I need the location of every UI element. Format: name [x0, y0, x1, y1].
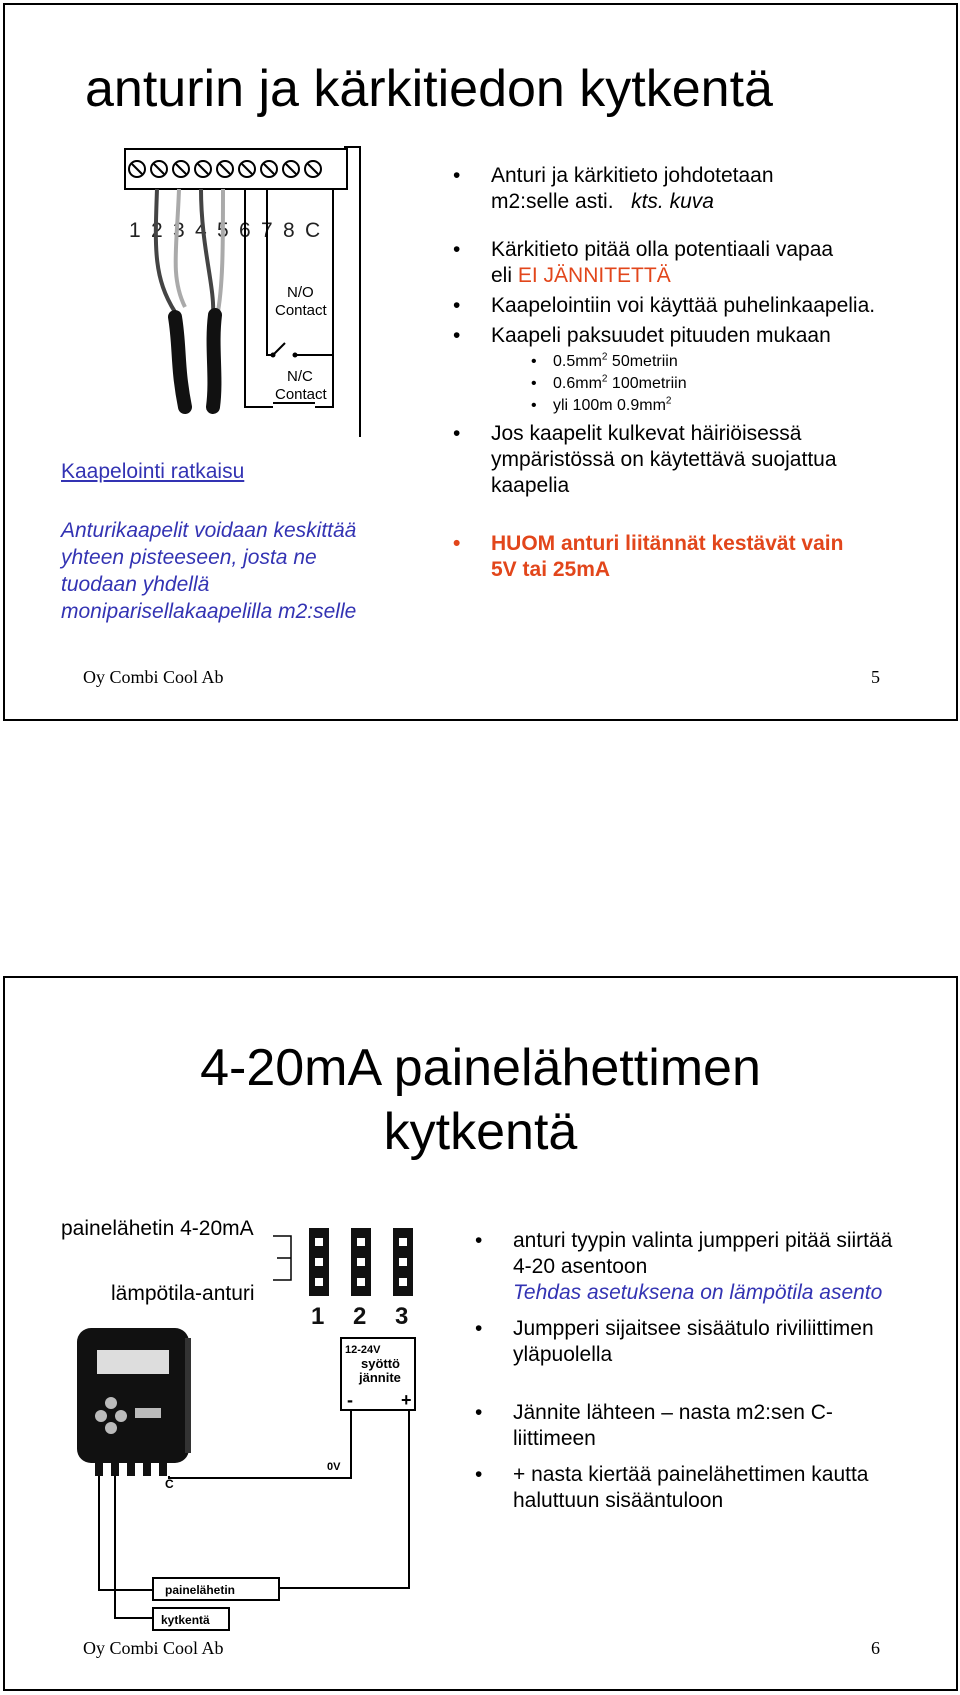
superscript: 2	[601, 373, 608, 385]
jumper-diagram	[273, 1228, 423, 1328]
jumper-number: 2	[353, 1303, 367, 1328]
sub-bullet-item	[531, 373, 923, 395]
terminal-number: 5	[217, 219, 229, 242]
terminal-number: C	[305, 219, 321, 242]
terminal-wiring-diagram	[105, 137, 400, 437]
page-number: 5	[871, 667, 880, 687]
bullet-item	[475, 1228, 895, 1306]
bullet-text: Kaapeli paksuudet pituuden mukaan	[491, 324, 831, 347]
sub-bullet-text: 50metriin	[611, 353, 678, 370]
bullet-item	[453, 323, 923, 417]
transmitter-label: painelähetin 4-20mA	[61, 1217, 254, 1240]
supply-label: jännite	[359, 1370, 401, 1385]
bullet-item	[475, 1316, 895, 1368]
connection-box-label: kytkentä	[161, 1613, 210, 1627]
bullet-text: HUOM anturi liitännät kestävät vain	[491, 532, 844, 555]
minus-label: -	[347, 1390, 353, 1410]
terminal-number: 1	[129, 219, 141, 242]
jumper-number: 1	[311, 1303, 325, 1328]
bullet-text: eli	[491, 264, 513, 287]
footer-company: Oy Combi Cool Ab	[83, 667, 224, 687]
terminal-number: 3	[173, 219, 185, 242]
sub-bullet-item	[531, 395, 923, 417]
bullet-list	[475, 1228, 895, 1514]
no-contact-label: N/O	[287, 284, 314, 301]
slide-title-line: 4-20mA painelähettimen	[200, 1039, 761, 1097]
superscript: 2	[665, 395, 672, 407]
transmitter-box-label: painelähetin	[165, 1583, 236, 1597]
bullet-item	[453, 293, 923, 319]
bullet-text: Kärkitieto pitää olla potentiaali vapaa	[491, 238, 834, 261]
bullet-item	[475, 1462, 895, 1514]
jumper-number: 3	[395, 1303, 409, 1328]
bullet-text: Jumpperi sijaitsee sisäätulo riviliittimen yläpuolella	[513, 1317, 874, 1366]
bullet-item	[453, 163, 923, 215]
terminal-number: 6	[239, 219, 251, 242]
factory-setting-note: Tehdas asetuksena on lämpötila asento	[513, 1281, 883, 1304]
sub-bullet-text: yli 100m 0.9mm	[553, 397, 666, 414]
footer-company: Oy Combi Cool Ab	[83, 1638, 224, 1658]
superscript: 2	[601, 351, 608, 363]
slide-title: anturin ja kärkitiedon kytkentä	[85, 60, 773, 118]
terminal-number: 7	[261, 219, 273, 242]
nc-contact-label: Contact	[275, 386, 327, 403]
plus-label: +	[401, 1390, 412, 1410]
supply-voltage-label: 12-24V	[345, 1344, 381, 1356]
bullet-item	[453, 421, 871, 499]
bullet-text: Jännite lähteen – nasta m2:sen C-liittimeen	[513, 1401, 833, 1450]
sub-bullet-text: 0.6mm	[553, 375, 602, 392]
sub-bullet-item	[531, 351, 923, 373]
temperature-sensor-label: lämpötila-anturi	[111, 1282, 255, 1305]
slide-5	[3, 3, 958, 721]
bullet-text: Anturi ja kärkitieto johdotetaan	[491, 164, 774, 187]
bullet-item-warning	[453, 531, 871, 583]
bullet-item	[453, 237, 923, 289]
slide-title	[5, 1036, 956, 1164]
bullet-text: Kaapelointiin voi käyttää puhelinkaapelia.	[491, 294, 876, 317]
terminal-number: 4	[195, 219, 207, 242]
bullet-text: Jos kaapelit kulkevat häiriöisessä ympäristössä on käytettävä suojattua kaapelia	[491, 422, 837, 497]
cabling-heading: Kaapelointi ratkaisu	[61, 460, 245, 483]
bullet-text: + nasta kiertää painelähettimen kautta haluttuun sisääntuloon	[513, 1463, 869, 1512]
terminal-number: 2	[151, 219, 163, 242]
c-terminal-label: C	[165, 1477, 174, 1491]
zero-volt-label: 0V	[327, 1461, 341, 1473]
bullet-item	[475, 1400, 895, 1452]
no-voltage-warning: EI JÄNNITETTÄ	[517, 264, 671, 287]
terminal-number: 8	[283, 219, 295, 242]
sub-bullet-text: 0.5mm	[553, 353, 602, 370]
sub-bullet-text: 100metriin	[611, 375, 687, 392]
no-contact-label: Contact	[275, 302, 327, 319]
bullet-text: 5V tai 25mA	[491, 558, 611, 581]
page-number: 6	[871, 1638, 880, 1658]
slide-6	[3, 976, 958, 1691]
bullet-italic: kts. kuva	[631, 190, 714, 213]
transmitter-wiring-diagram	[65, 1328, 445, 1633]
bullet-text: anturi tyypin valinta jumpperi pitää siirtää 4-20 asentoon	[513, 1229, 893, 1278]
bullet-list	[453, 163, 923, 583]
supply-label: syöttö	[361, 1356, 400, 1371]
cabling-description: Anturikaapelit voidaan keskittää yhteen pisteeseen, josta ne tuodaan yhdellä moniparisellakaapelilla m2:selle	[61, 519, 357, 623]
slide-title-line: kytkentä	[383, 1103, 578, 1161]
nc-contact-label: N/C	[287, 368, 313, 385]
bullet-text: m2:selle asti.	[491, 190, 614, 213]
